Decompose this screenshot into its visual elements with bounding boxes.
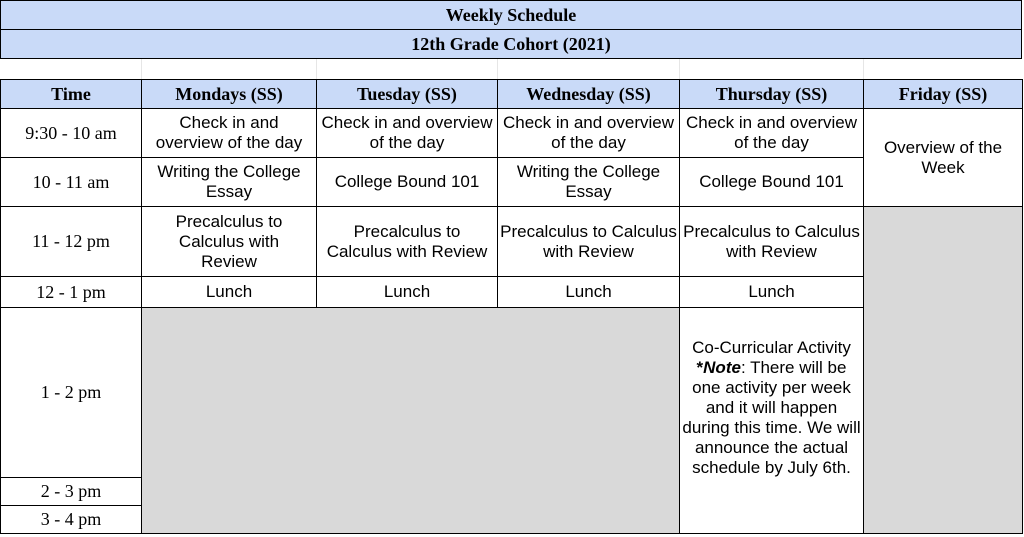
header-row <box>1 80 1023 109</box>
friday-empty-block <box>864 207 1023 534</box>
thursday-cell: Check in and overview of the day <box>680 109 864 158</box>
schedule-table <box>0 79 1023 534</box>
wednesday-cell: Precalculus to Calculus with Review <box>498 207 680 277</box>
header-monday: Mondays (SS) <box>142 80 317 109</box>
tuesday-cell: College Bound 101 <box>317 158 498 207</box>
wednesday-cell: Check in and overview of the day <box>498 109 680 158</box>
tuesday-cell: Lunch <box>317 277 498 308</box>
header-wednesday: Wednesday (SS) <box>498 80 680 109</box>
thursday-cell: College Bound 101 <box>680 158 864 207</box>
time-cell: 10 - 11 am <box>1 158 142 207</box>
table-row <box>1 109 1023 158</box>
afternoon-empty-block <box>142 308 680 534</box>
note-label: Note <box>703 358 741 377</box>
header-time: Time <box>1 80 142 109</box>
wednesday-cell: Lunch <box>498 277 680 308</box>
monday-cell: Check in and overview of the day <box>142 109 317 158</box>
thursday-activity-cell <box>680 308 864 534</box>
time-cell: 12 - 1 pm <box>1 277 142 308</box>
time-cell: 9:30 - 10 am <box>1 109 142 158</box>
time-cell: 1 - 2 pm <box>1 308 142 478</box>
tuesday-cell: Check in and overview of the day <box>317 109 498 158</box>
friday-overview-cell: Overview of the Week <box>864 109 1023 207</box>
header-tuesday: Tuesday (SS) <box>317 80 498 109</box>
note-prefix: * <box>696 358 704 377</box>
time-cell: 2 - 3 pm <box>1 478 142 506</box>
page-title: Weekly Schedule <box>0 0 1022 30</box>
monday-cell: Precalculus to Calculus with Review <box>142 207 317 277</box>
time-cell: 3 - 4 pm <box>1 506 142 534</box>
wednesday-cell: Writing the College Essay <box>498 158 680 207</box>
thursday-cell: Lunch <box>680 277 864 308</box>
tuesday-cell: Precalculus to Calculus with Review <box>317 207 498 277</box>
table-row <box>1 207 1023 277</box>
thursday-cell: Precalculus to Calculus with Review <box>680 207 864 277</box>
header-friday: Friday (SS) <box>864 80 1023 109</box>
activity-title: Co-Curricular Activity <box>692 338 851 357</box>
monday-cell: Writing the College Essay <box>142 158 317 207</box>
time-cell: 11 - 12 pm <box>1 207 142 277</box>
cohort-subtitle: 12th Grade Cohort (2021) <box>0 29 1022 59</box>
header-thursday: Thursday (SS) <box>680 80 864 109</box>
note-text: : There will be one activity per week and it will happen during this time. We will announce the actual schedule by July 6th. <box>682 358 861 477</box>
spacer-row <box>0 59 1022 79</box>
monday-cell: Lunch <box>142 277 317 308</box>
